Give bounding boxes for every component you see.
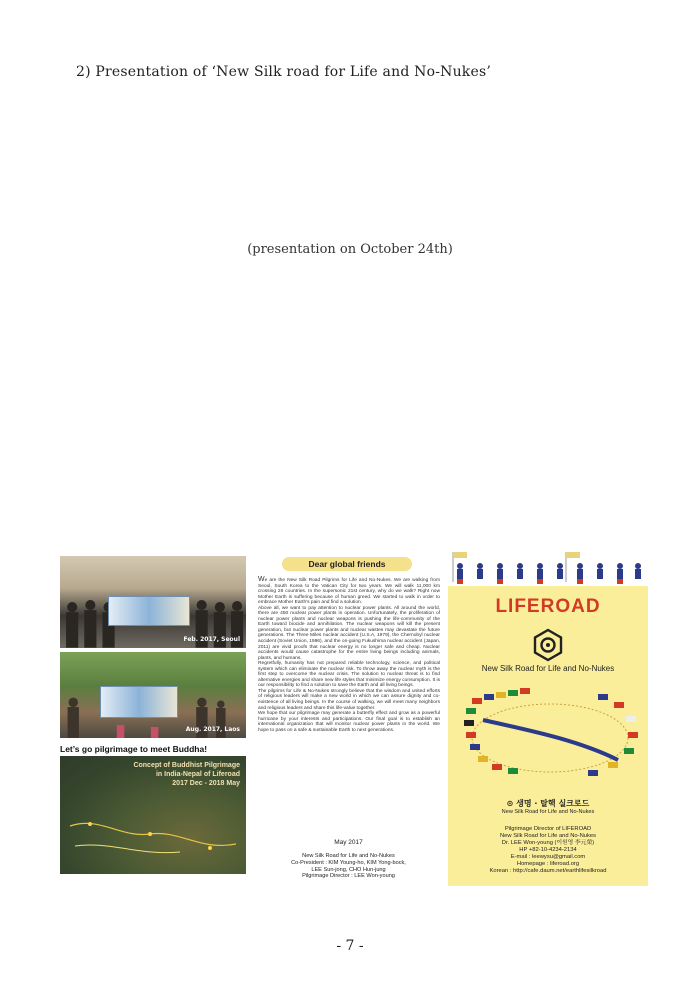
korean-name-text: 생명 · 탈핵 실크로드 xyxy=(516,799,590,808)
photo1-label: Feb. 2017, Seoul xyxy=(183,636,240,643)
signature-line: Co-President : KIM Young-ho, KIM Yong-bock, xyxy=(291,859,406,866)
letter-title: Dear global friends xyxy=(282,557,412,571)
letter-paragraph: Regretfully, humanity has not prepared reliable technology, science, and political system which can eliminate the nuclear risk. To throw away the nuclear myth is the first step to overcome the nuclear crisis. The solution to nuclear threat is to find alternative energies and share new life styles that minimize energy consumption. It is our responsibility to find a solution to save the Earth and all living beings. xyxy=(258,661,440,689)
page-number: - 7 - xyxy=(336,938,364,954)
walking-pilgrims-illustration xyxy=(448,548,648,586)
liferoad-logo-icon xyxy=(531,628,565,662)
seoul-group-photo xyxy=(60,556,246,648)
letter-paragraph: We hope that our pilgrimage may generate a butterfly effect and grow as a powerful hurricane by your interests and participations. Our final goal is to establish an international organization that will monitor nuclear power plants in the world. We hope to pass on a safe & sustainable Earth to next generations. xyxy=(258,711,440,733)
map-title-line-1: Concept of Buddhist Pilgrimage xyxy=(133,762,240,769)
liferoad-subtitle: New Silk Road for Life and No-Nukes xyxy=(481,664,615,673)
map-title-line-3: 2017 Dec - 2018 May xyxy=(172,780,240,787)
brochure-middle-panel xyxy=(252,548,445,886)
letter-paragraph: Above all, we want to pay attention to nuclear power plants. All around the world, there are 450 nuclear power plants in operation. Unfortunately, the proliferation of nuclear power plants and nuclear weapons is pushing the life-community of the Earth toward biocide and annihilation. The nuclear weapons will kill the present generation, but nuclear power plants and nuclear wastes may devastate the future generations. The Three Miles nuclear accident (U.S.A, 1979), the Chernobyl nuclear accident (Soviet Union, 1986), and the on-going Fukushima nuclear accident (Japan, 2011) are vivid proofs that nuclear energy is no longer safe and cheap. Nuclear accidents would cause catastrophe for the entire living beings including animals, plants, and humans. xyxy=(258,605,440,661)
laos-group-photo xyxy=(60,652,246,738)
pilgrimage-map-banner-2 xyxy=(100,686,178,718)
section-heading: 2) Presentation of ‘New Silk road for Life and No-Nukes’ xyxy=(76,64,492,80)
map-title xyxy=(133,761,240,788)
map-title-line-2: in India-Nepal of Liferoad xyxy=(155,771,240,778)
contact-line: Pilgrimage Director of LIFEROAD xyxy=(504,826,592,832)
contact-line: Dr. LEE Won-young (이원영 李元榮) xyxy=(501,840,595,846)
lets-go-heading: Let’s go pilgrimage to meet Buddha! xyxy=(60,744,208,754)
contact-line: HP +82-10-4234-2134 xyxy=(519,847,577,853)
korean-subtitle: New Silk Road for Life and No-Nukes xyxy=(501,809,595,815)
korean-name: ⊙ 생명 · 탈핵 실크로드 xyxy=(506,799,590,808)
letter-paragraph: The pilgrims for Life & No-Nukes strongly believe that the wisdom and united efforts of religious leaders will make a new world in which we can assure dignity and co-existence of all living beings. In the course of walking, we will meet many neighbors and religious leaders and share this life-value together. xyxy=(258,688,440,711)
photo2-label: Aug. 2017, Laos xyxy=(185,726,240,733)
letter-signature xyxy=(252,853,445,880)
brochure-image xyxy=(57,548,648,886)
signature-line: New Silk Road for Life and No-Nukes xyxy=(302,853,395,859)
liferoad-yellow-panel xyxy=(448,586,648,886)
contact-line: Korean : http://cafe.daum.net/earthlifesilkroad xyxy=(489,868,607,874)
contact-line: Homepage : liferoad.org xyxy=(516,861,580,867)
letter-paragraph: We are the New Silk Road Pilgrims for Life and No-Nukes. We are walking from Seoul, South Korea to the Vatican City for two years. We will walk 11,000 km crossing 26 countries. In the supersonic 21st century, why do we walk? Right now Mother Earth is suffering because of human greed. We started to walk in order to embrace Mother Earth's pain and find a solution. xyxy=(258,576,440,606)
contact-line: E-mail : leewysu@gmail.com xyxy=(510,854,586,860)
contact-line: New Silk Road for Life and No-Nukes xyxy=(499,833,596,839)
liferoad-title: LIFEROAD xyxy=(495,596,601,617)
contact-info xyxy=(448,826,648,875)
letter-body xyxy=(258,577,440,733)
brochure-right-panel xyxy=(448,548,648,886)
country-flags-route-icon xyxy=(458,680,640,780)
letter-date: May 2017 xyxy=(334,839,363,846)
brochure-left-panel xyxy=(57,548,246,886)
pilgrimage-map-banner xyxy=(108,596,190,626)
pilgrimage-route-map xyxy=(60,756,246,874)
signature-line: Pilgrimage Director : LEE Won-young xyxy=(302,873,395,880)
presentation-caption: (presentation on October 24th) xyxy=(247,242,453,257)
signature-line: LEE Sun-jong, CHO Hun-jung xyxy=(311,866,386,873)
